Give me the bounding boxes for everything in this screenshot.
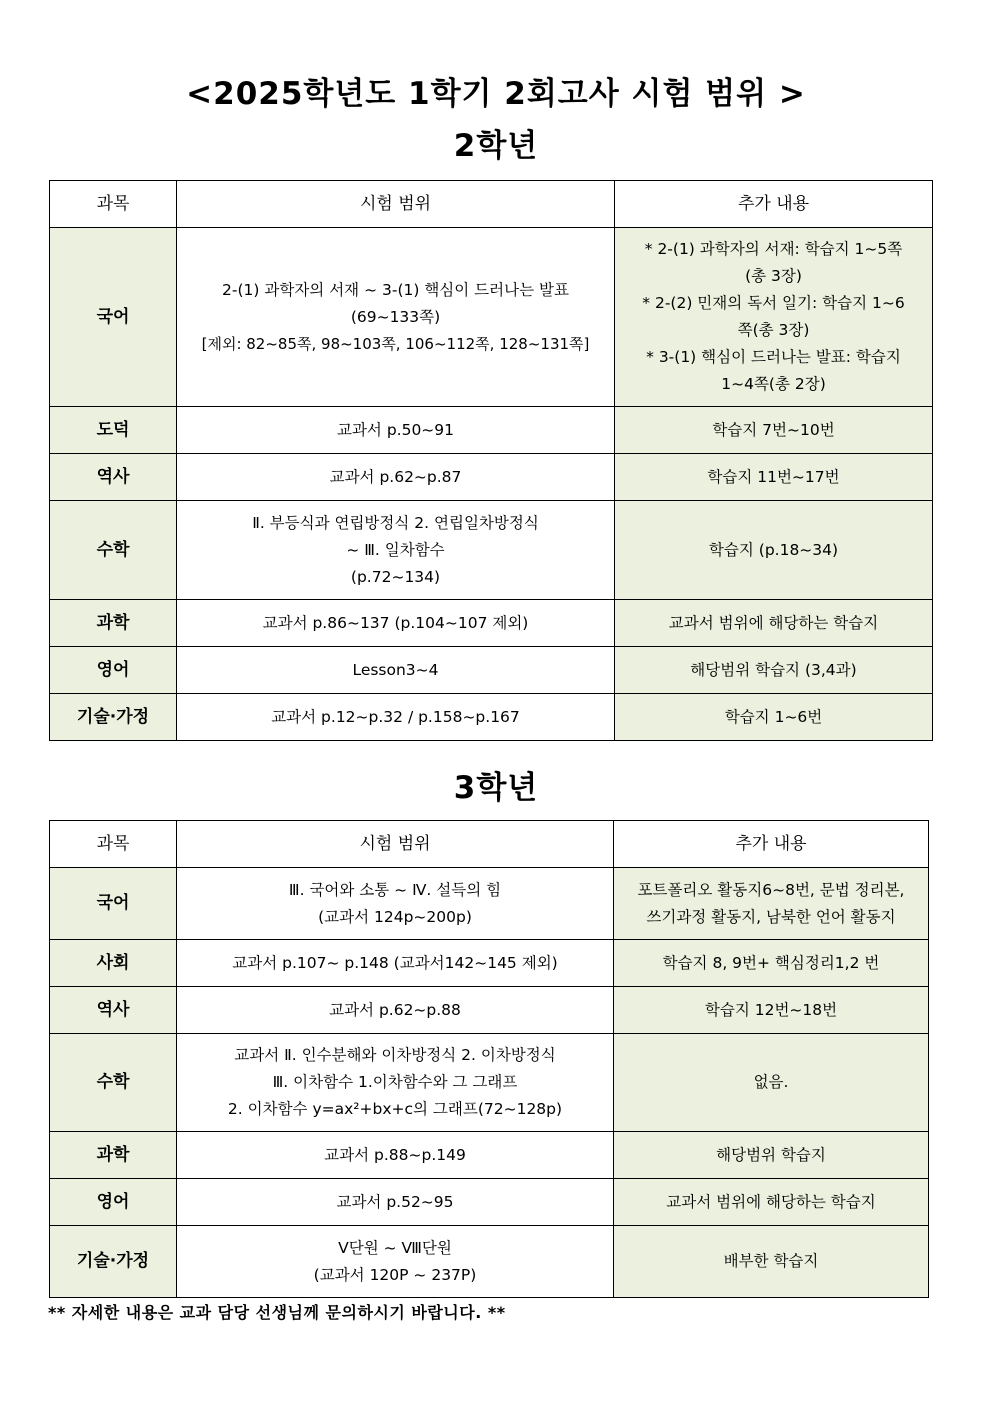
subject-cell: 기술·가정 [50, 694, 177, 741]
table-row [50, 1179, 929, 1226]
range-cell: 교과서 p.88~p.149 [177, 1132, 614, 1179]
subject-cell: 과학 [50, 1132, 177, 1179]
document-title: <2025학년도 1학기 2회고사 시험 범위 > [186, 76, 806, 112]
subject-cell: 도덕 [50, 407, 177, 454]
extra-line: * 2-(2) 민재의 독서 일기: 학습지 1~6 [642, 294, 905, 312]
range-cell: 교과서 p.52~95 [177, 1179, 614, 1226]
header-range: 시험 범위 [177, 821, 614, 868]
subject-cell: 수학 [50, 1034, 177, 1132]
table-header-row [50, 181, 933, 228]
range-line: (69~133쪽) [350, 307, 441, 326]
grade3-heading: 3학년 [453, 770, 539, 806]
subject-cell: 영어 [50, 1179, 177, 1226]
extra-line: * 2-(1) 과학자의 서재: 학습지 1~5쪽 [644, 240, 903, 258]
extra-cell: 없음. [614, 1034, 929, 1132]
subject-cell: 영어 [50, 647, 177, 694]
header-extra: 추가 내용 [615, 181, 933, 228]
extra-cell: 배부한 학습지 [614, 1226, 929, 1298]
range-line: 2. 이차함수 y=ax²+bx+c의 그래프(72~128p) [227, 1100, 563, 1118]
table-row [50, 1226, 929, 1298]
header-range: 시험 범위 [177, 181, 615, 228]
header-subject: 과목 [50, 181, 177, 228]
range-line: Ⅴ단원 ~ Ⅷ단원 [338, 1238, 452, 1257]
range-cell [177, 1034, 614, 1132]
range-line: Ⅲ. 국어와 소통 ~ Ⅳ. 설득의 힘 [288, 880, 502, 899]
extra-line: (총 3장) [745, 267, 802, 285]
range-cell: 교과서 p.107~ p.148 (교과서142~145 제외) [177, 940, 614, 987]
table-row [50, 407, 933, 454]
table-row [50, 228, 933, 407]
extra-cell: 해당범위 학습지 [614, 1132, 929, 1179]
range-line: 2-(1) 과학자의 서재 ~ 3-(1) 핵심이 드러나는 발표 [222, 280, 569, 299]
subject-cell: 사회 [50, 940, 177, 987]
grade2-exam-table [49, 180, 933, 741]
subject-cell: 기술·가정 [50, 1226, 177, 1298]
extra-line: 쓰기과정 활동지, 남북한 언어 활동지 [646, 907, 896, 926]
extra-line: 1~4쪽(총 2장) [721, 375, 826, 393]
table-row [50, 647, 933, 694]
range-cell [177, 868, 614, 940]
table-row [50, 868, 929, 940]
grade2-heading: 2학년 [453, 128, 539, 164]
subject-cell: 과학 [50, 600, 177, 647]
extra-line: 포트폴리오 활동지6~8번, 문법 정리본, [637, 880, 905, 899]
extra-cell: 학습지 12번~18번 [614, 987, 929, 1034]
range-cell: 교과서 p.62~p.88 [177, 987, 614, 1034]
table-header-row [50, 821, 929, 868]
table-row [50, 1132, 929, 1179]
table-row [50, 454, 933, 501]
subject-cell: 국어 [50, 228, 177, 407]
extra-cell: 교과서 범위에 해당하는 학습지 [614, 1179, 929, 1226]
range-cell: Lesson3~4 [177, 647, 615, 694]
table-row [50, 987, 929, 1034]
range-cell [177, 228, 615, 407]
table-row [50, 1034, 929, 1132]
range-cell [177, 1226, 614, 1298]
range-line: ~ Ⅲ. 일차함수 [346, 540, 445, 559]
grade3-exam-table [49, 820, 929, 1298]
extra-cell: 학습지 (p.18~34) [615, 501, 933, 600]
extra-cell [615, 228, 933, 407]
header-extra: 추가 내용 [614, 821, 929, 868]
extra-line: 쪽(총 3장) [737, 321, 810, 339]
extra-cell: 학습지 8, 9번+ 핵심정리1,2 번 [614, 940, 929, 987]
extra-cell [614, 868, 929, 940]
table-row [50, 694, 933, 741]
range-cell: 교과서 p.86~137 (p.104~107 제외) [177, 600, 615, 647]
table-row [50, 501, 933, 600]
range-line: Ⅲ. 이차함수 1.이차함수와 그 그래프 [272, 1073, 518, 1091]
range-line: (p.72~134) [350, 567, 441, 586]
range-line: Ⅱ. 부등식과 연립방정식 2. 연립일차방정식 [252, 513, 539, 532]
extra-cell: 학습지 1~6번 [615, 694, 933, 741]
subject-cell: 수학 [50, 501, 177, 600]
range-line: 교과서 Ⅱ. 인수분해와 이차방정식 2. 이차방정식 [234, 1046, 556, 1064]
subject-cell: 역사 [50, 987, 177, 1034]
range-cell: 교과서 p.12~p.32 / p.158~p.167 [177, 694, 615, 741]
table-row [50, 940, 929, 987]
subject-cell: 국어 [50, 868, 177, 940]
extra-cell: 해당범위 학습지 (3,4과) [615, 647, 933, 694]
range-cell: 교과서 p.62~p.87 [177, 454, 615, 501]
footnote: ** 자세한 내용은 교과 담당 선생님께 문의하시기 바랍니다. ** [48, 1303, 506, 1322]
range-line: [제외: 82~85쪽, 98~103쪽, 106~112쪽, 128~131쪽] [201, 334, 590, 353]
subject-cell: 역사 [50, 454, 177, 501]
range-cell [177, 501, 615, 600]
range-cell: 교과서 p.50~91 [177, 407, 615, 454]
extra-cell: 교과서 범위에 해당하는 학습지 [615, 600, 933, 647]
range-line: (교과서 124p~200p) [318, 907, 472, 926]
table-row [50, 600, 933, 647]
extra-line: * 3-(1) 핵심이 드러나는 발표: 학습지 [646, 348, 901, 366]
extra-cell: 학습지 11번~17번 [615, 454, 933, 501]
extra-cell: 학습지 7번~10번 [615, 407, 933, 454]
range-line: (교과서 120P ~ 237P) [313, 1265, 477, 1284]
header-subject: 과목 [50, 821, 177, 868]
